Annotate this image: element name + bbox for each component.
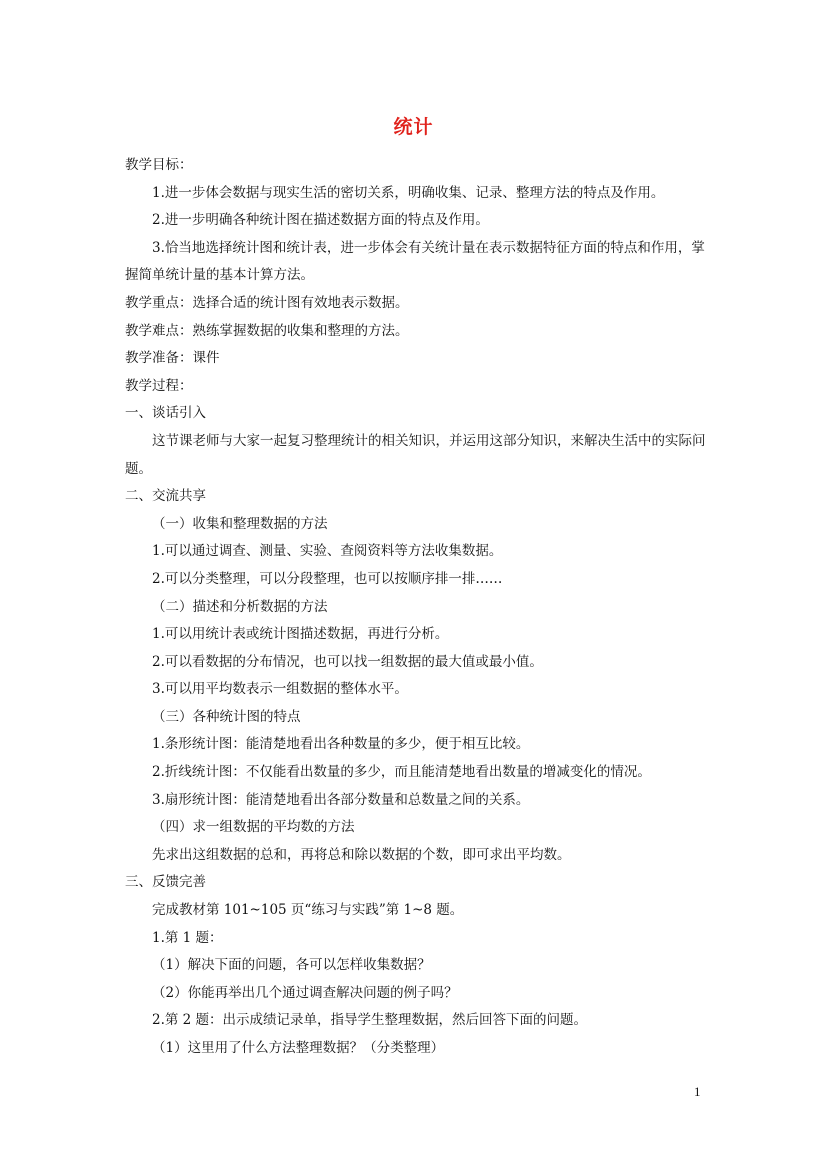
process-heading: 教学过程：	[125, 377, 193, 394]
document-body	[125, 152, 711, 1063]
list-item: 3.扇形统计图：能清楚地看出各部分数量和总数量之间的关系。	[152, 791, 530, 808]
section1-heading: 一、谈话引入	[125, 405, 206, 422]
section3-intro: 完成教材第 101~105 页“练习与实践”第 1~8 题。	[152, 902, 464, 919]
question-heading: 2.第 2 题：出示成绩记录单，指导学生整理数据，然后回答下面的问题。	[152, 1012, 588, 1029]
list-item: 2.可以看数据的分布情况，也可以找一组数据的最大值或最小值。	[152, 653, 543, 670]
subsection-heading: （二）描述和分析数据的方法	[152, 598, 328, 615]
question-heading: 1.第 1 题：	[152, 929, 223, 946]
question-item: （1）这里用了什么方法整理数据？（分类整理）	[152, 1040, 445, 1056]
section3-heading: 三、反馈完善	[125, 874, 206, 891]
list-item: 1.条形统计图：能清楚地看出各种数量的多少，便于相互比较。	[152, 736, 530, 753]
objective-item: 1.进一步体会数据与现实生活的密切关系，明确收集、记录、整理方法的特点及作用。	[152, 184, 665, 201]
list-item: 2.可以分类整理，可以分段整理，也可以按顺序排一排……	[152, 570, 503, 587]
preparation: 教学准备：课件	[125, 350, 220, 367]
subsection-heading: （三）各种统计图的特点	[152, 708, 301, 725]
section2-heading: 二、交流共享	[125, 488, 206, 505]
key-point: 教学重点：选择合适的统计图有效地表示数据。	[125, 294, 409, 311]
list-item: 2.折线统计图：不仅能看出数量的多少，而且能清楚地看出数量的增减变化的情况。	[152, 764, 651, 781]
question-item: （1）解决下面的问题，各可以怎样收集数据？	[152, 957, 431, 974]
list-item: 1.可以通过调查、测量、实验、查阅资料等方法收集数据。	[152, 543, 503, 560]
document-title: 统计	[393, 116, 434, 138]
section1-text: 这节课老师与大家一起复习整理统计的相关知识，并运用这部分知识，来解决生活中的实际问题。	[125, 432, 706, 477]
question-item: （2）你能再举出几个通过调查解决问题的例子吗？	[152, 984, 458, 1001]
objective-item: 2.进一步明确各种统计图在描述数据方面的特点及作用。	[152, 212, 489, 229]
difficulty: 教学难点：熟练掌握数据的收集和整理的方法。	[125, 322, 409, 339]
subsection-heading: （一）收集和整理数据的方法	[152, 515, 328, 532]
subsection-heading: （四）求一组数据的平均数的方法	[152, 819, 355, 836]
objectives-heading: 教学目标：	[125, 157, 193, 173]
subsection-text: 先求出这组数据的总和，再将总和除以数据的个数，即可求出平均数。	[152, 846, 571, 863]
page-number: 1	[694, 1084, 701, 1099]
list-item: 1.可以用统计表或统计图描述数据，再进行分析。	[152, 626, 449, 643]
list-item: 3.可以用平均数表示一组数据的整体水平。	[152, 681, 408, 698]
objective-item: 3.恰当地选择统计图和统计表，进一步体会有关统计量在表示数据特征方面的特点和作用，掌握简单统计量的基本计算方法。	[125, 239, 705, 284]
